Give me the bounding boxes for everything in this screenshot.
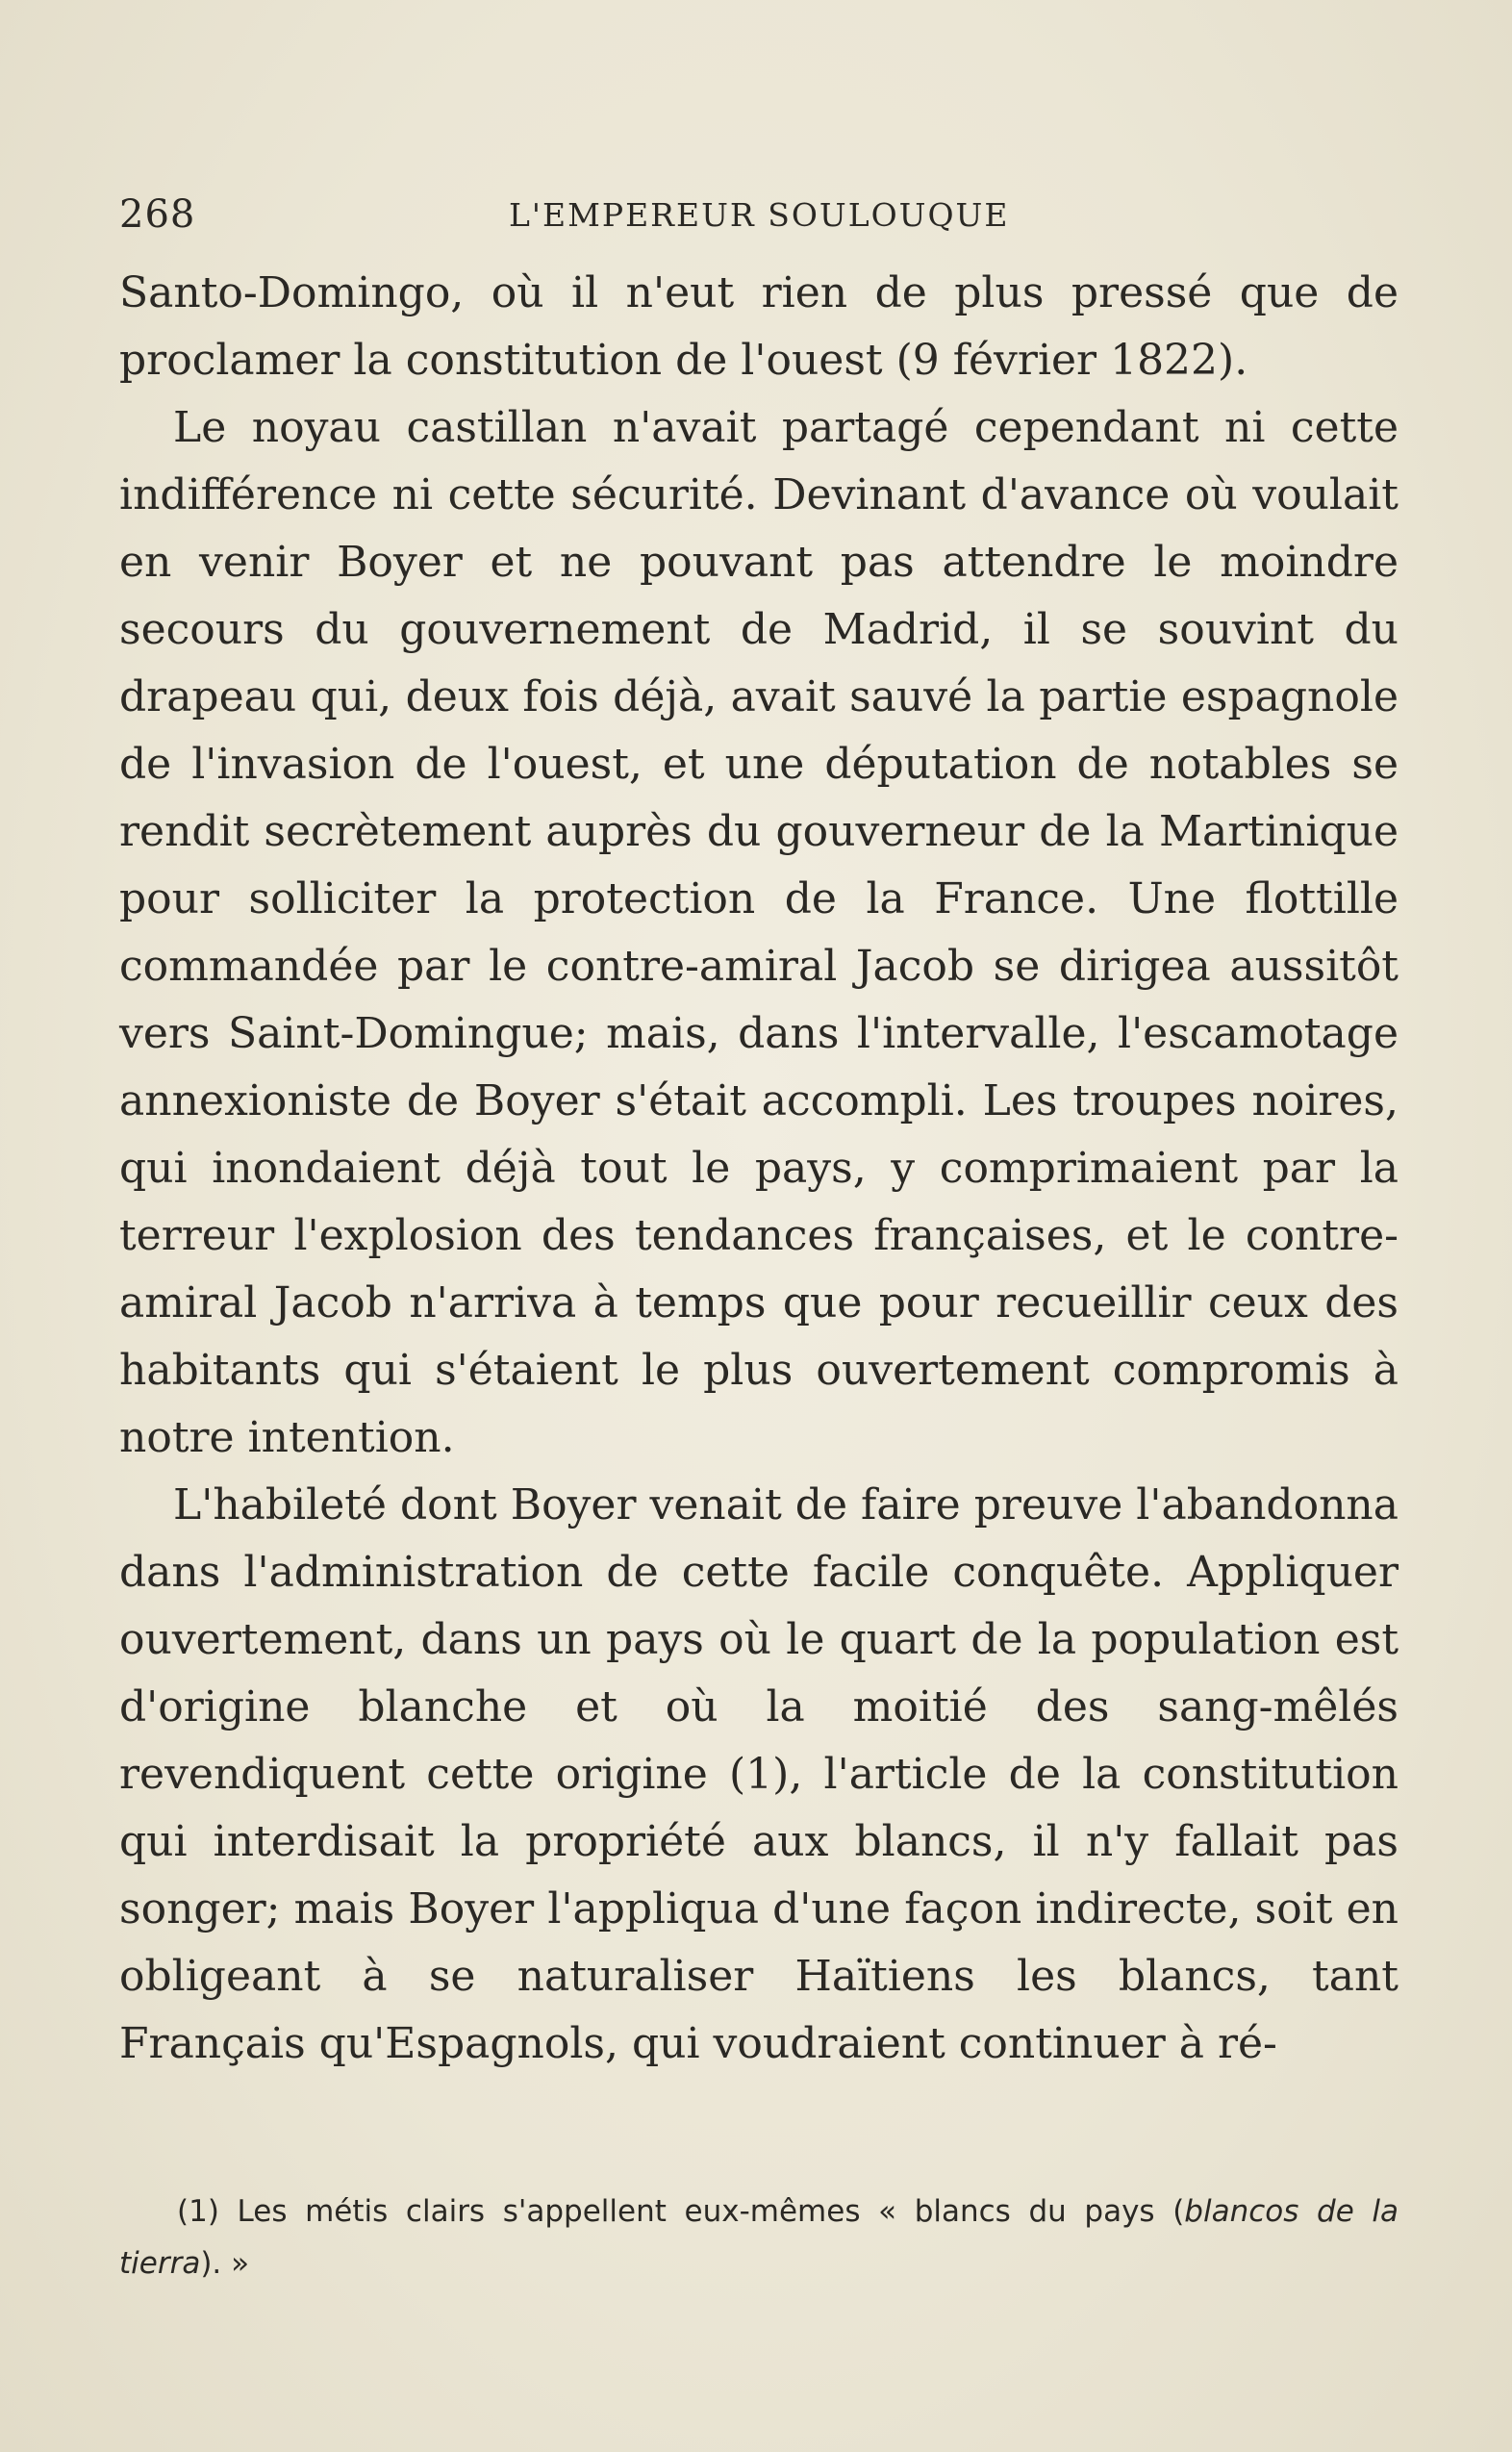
- paragraph-continuation: Santo-Domingo, où il n'eut rien de plus pressé que de proclamer la constitution de l'ouest (9 février 1822).: [119, 268, 1399, 385]
- footnote-end: ). »: [200, 2246, 250, 2281]
- paragraph: L'habileté dont Boyer venait de faire preuve l'abandonna dans l'administration de cette facile conquête. Appliquer ouvertement, dans un pays où le quart de la population est d'origine blanche et où la moitié des sang-mêlés revendiquent cette origine (1), l'article de la constitution qui interdisait la propriété aux blancs, il n'y fallait pas songer; mais Boyer l'appliqua d'une façon indirecte, soit en obligeant à se naturaliser Haïtiens les blancs, tant Français qu'Espagnols, qui voudraient continuer à ré-: [119, 1480, 1399, 2068]
- page-text-block: [119, 192, 1399, 2078]
- body-text: [119, 260, 1399, 2078]
- footnote-text: (1) Les métis clairs s'appellent eux-mêmes « blancs du pays (: [177, 2194, 1185, 2229]
- running-head: [119, 192, 1399, 260]
- footnote-italic-text: blancos de la tierra: [119, 2194, 1399, 2281]
- footnote: [119, 2186, 1399, 2289]
- running-head-title: L'EMPEREUR SOULOUQUE: [509, 196, 1010, 234]
- paragraph: Le noyau castillan n'avait partagé cependant ni cette indifférence ni cette sécurité. Devinant d'avance où voulait en venir Boyer et ne pouvant pas attendre le moindre secours du gouvernement de Madrid, il se souvint du drapeau qui, deux fois déjà, avait sauvé la partie espagnole de l'invasion de l'ouest, et une députation de notables se rendit secrètement auprès du gouverneur de la Martinique pour solliciter la protection de la France. Une flottille commandée par le contre-amiral Jacob se dirigea aussitôt vers Saint-Domingue; mais, dans l'intervalle, l'escamotage annexioniste de Boyer s'était accompli. Les troupes noires, qui inondaient déjà tout le pays, y comprimaient par la terreur l'explosion des tendances françaises, et le contre-amiral Jacob n'arriva à temps que pour recueillir ceux des habitants qui s'étaient le plus ouvertement compromis à notre intention.: [119, 403, 1399, 1462]
- page-number: 268: [119, 192, 196, 237]
